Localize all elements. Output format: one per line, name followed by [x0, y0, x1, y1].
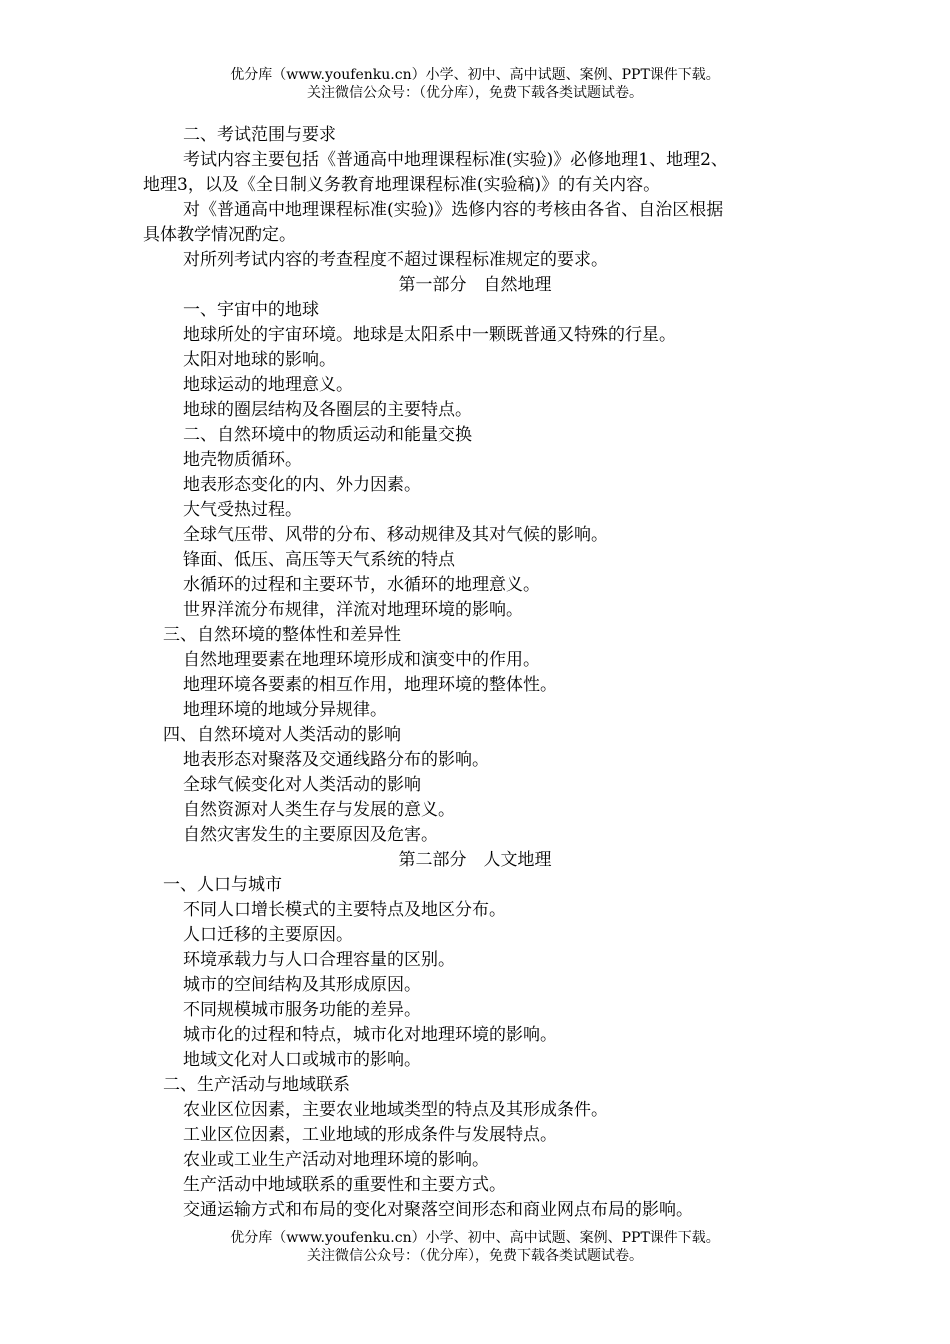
list-item: 锋面、低压、高压等天气系统的特点 [183, 550, 455, 570]
section-heading: 四、自然环境对人类活动的影响 [163, 725, 401, 745]
footer-line-2: 关注微信公众号：（优分库），免费下载各类试题试卷。 [307, 1248, 643, 1264]
list-item: 农业或工业生产活动对地理环境的影响。 [183, 1150, 489, 1170]
list-item: 农业区位因素，主要农业地域类型的特点及其形成条件。 [183, 1100, 608, 1120]
header-line-2: 关注微信公众号：（优分库），免费下载各类试题试卷。 [307, 85, 643, 101]
list-item: 地域文化对人口或城市的影响。 [183, 1050, 421, 1070]
list-item: 工业区位因素，工业地域的形成条件与发展特点。 [183, 1125, 557, 1145]
list-item: 地表形态变化的内、外力因素。 [183, 475, 421, 495]
list-item: 不同人口增长模式的主要特点及地区分布。 [183, 900, 506, 920]
list-item: 地理环境各要素的相互作用，地理环境的整体性。 [183, 675, 557, 695]
list-item: 不同规模城市服务功能的差异。 [183, 1000, 421, 1020]
list-item: 地理环境的地域分异规律。 [183, 700, 387, 720]
list-item: 世界洋流分布规律，洋流对地理环境的影响。 [183, 600, 523, 620]
section-heading: 一、宇宙中的地球 [183, 300, 319, 320]
paragraph-line: 对所列考试内容的考查程度不超过课程标准规定的要求。 [183, 250, 608, 270]
list-item: 环境承载力与人口合理容量的区别。 [183, 950, 455, 970]
list-item: 太阳对地球的影响。 [183, 350, 336, 370]
list-item: 城市的空间结构及其形成原因。 [183, 975, 421, 995]
list-item: 地球运动的地理意义。 [183, 375, 353, 395]
section-heading: 三、自然环境的整体性和差异性 [163, 625, 401, 645]
footer-line-1: 优分库（www.youfenku.cn）小学、初中、高中试题、案例、PPT课件下载。 [230, 1230, 720, 1246]
paragraph-line: 考试内容主要包括《普通高中地理课程标准(实验)》必修地理1、地理2、 [183, 150, 728, 170]
list-item: 全球气压带、风带的分布、移动规律及其对气候的影响。 [183, 525, 608, 545]
list-item: 地表形态对聚落及交通线路分布的影响。 [183, 750, 489, 770]
list-item: 生产活动中地域联系的重要性和主要方式。 [183, 1175, 506, 1195]
part-title: 第一部分 自然地理 [398, 275, 552, 295]
list-item: 自然地理要素在地理环境形成和演变中的作用。 [183, 650, 540, 670]
section-heading: 二、生产活动与地域联系 [163, 1075, 350, 1095]
list-item: 地球所处的宇宙环境。地球是太阳系中一颗既普通又特殊的行星。 [183, 325, 676, 345]
paragraph-line: 对《普通高中地理课程标准(实验)》选修内容的考核由各省、自治区根据 [183, 200, 724, 220]
section-heading: 二、自然环境中的物质运动和能量交换 [183, 425, 472, 445]
list-item: 人口迁移的主要原因。 [183, 925, 353, 945]
paragraph-line: 地理3，以及《全日制义务教育地理课程标准(实验稿)》的有关内容。 [143, 175, 661, 195]
header-line-1: 优分库（www.youfenku.cn）小学、初中、高中试题、案例、PPT课件下载。 [230, 67, 720, 83]
section-heading: 一、人口与城市 [163, 875, 282, 895]
page-header [0, 66, 950, 102]
page-footer [0, 1229, 950, 1265]
list-item: 水循环的过程和主要环节，水循环的地理意义。 [183, 575, 540, 595]
list-item: 自然灾害发生的主要原因及危害。 [183, 825, 438, 845]
list-item: 全球气候变化对人类活动的影响 [183, 775, 421, 795]
paragraph-line: 具体教学情况酌定。 [143, 225, 296, 245]
list-item: 地球的圈层结构及各圈层的主要特点。 [183, 400, 472, 420]
part-title: 第二部分 人文地理 [398, 850, 552, 870]
list-item: 自然资源对人类生存与发展的意义。 [183, 800, 455, 820]
list-item: 地壳物质循环。 [183, 450, 302, 470]
section-heading: 二、考试范围与要求 [183, 125, 336, 145]
list-item: 大气受热过程。 [183, 500, 302, 520]
list-item: 城市化的过程和特点，城市化对地理环境的影响。 [183, 1025, 557, 1045]
list-item: 交通运输方式和布局的变化对聚落空间形态和商业网点布局的影响。 [183, 1200, 693, 1220]
